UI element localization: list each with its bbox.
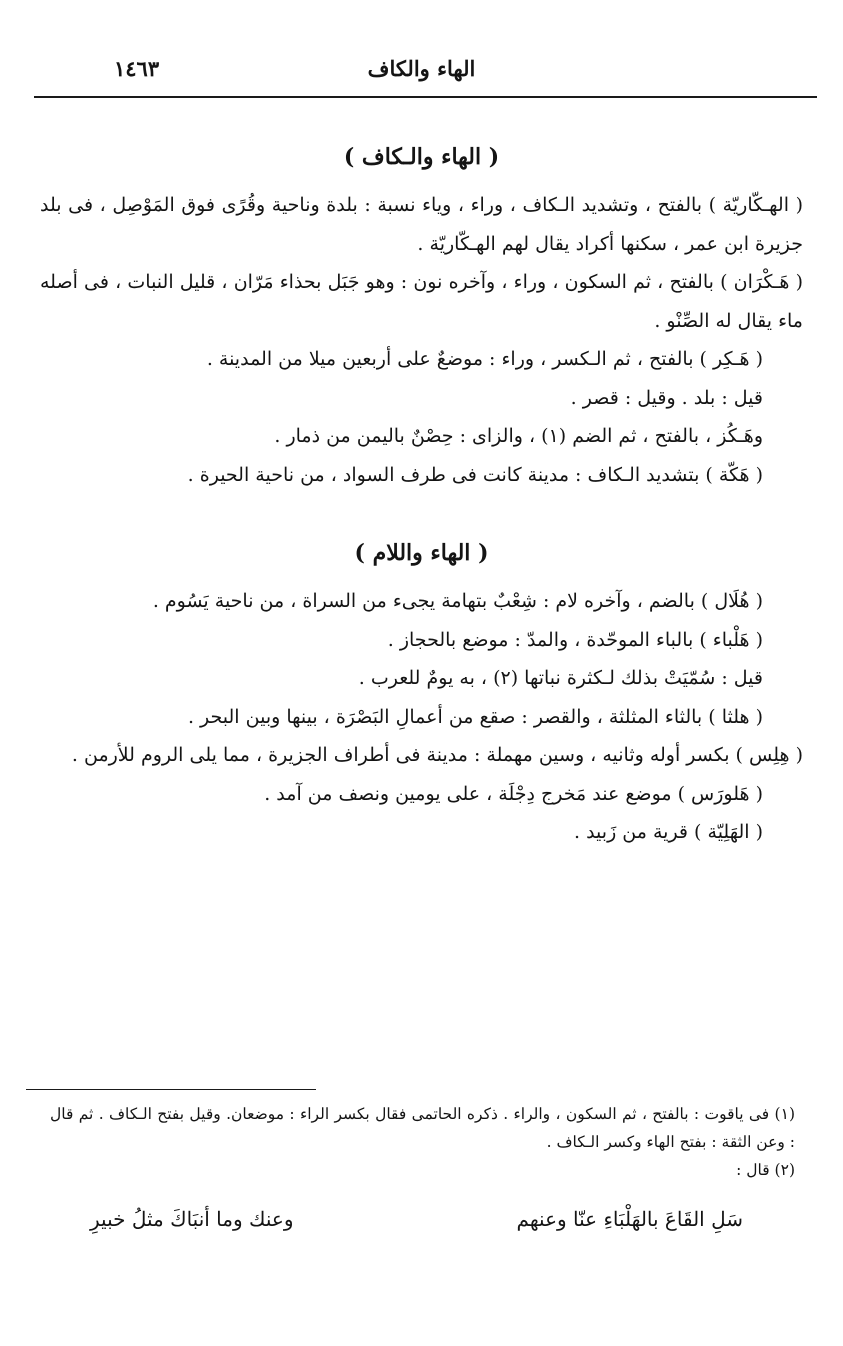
running-head-title: الهاء والكاف — [367, 56, 476, 81]
entry-hilis: ( هِلِس ) بكسر أوله وثانيه ، وسين مهملة : مدينة فى أطراف الجزيرة ، مما يلى الروم للأرمن . — [71, 744, 803, 766]
entry-hakkariyya: ( الهـكّاريّة ) بالفتح ، وتشديد الـكاف ، وراء ، وياء نسبة : بلدة وناحية وقُرًى فوق المَوْصِل ، فى بلد جزيرة ابن عمر ، سكنها أكراد يقال لهم الهـكّاريّة . — [40, 194, 803, 255]
header-rule — [34, 96, 817, 98]
entry-halatha: ( هلثا ) بالثاء المثلثة ، والقصر : صقع من أعمالِ البَصْرَة ، بينها وبين البحر . — [187, 705, 763, 728]
verse-second-hemistich: وعنك وما أنبَاكَ مثلُ خبيرِ — [90, 1207, 294, 1231]
running-head — [34, 56, 809, 94]
section-heading-ha-lam: ( الهاء واللام ) — [354, 540, 489, 566]
main-text — [40, 136, 803, 852]
entry-halba-note: قيل : سُمّيَتْ بذلك لـكثرة نباتها (٢) ، به يومٌ للعرب . — [358, 667, 763, 689]
entry-hakir-note: قيل : بلد . وقيل : قصر . — [570, 386, 763, 409]
section-heading-ha-kaf: ( الهاء والـكاف ) — [343, 144, 500, 170]
footnote-1: (١) فى ياقوت : بالفتح ، ثم السكون ، والراء . ذكره الحاتمى فقال بكسر الراء : موضعان. وقيل بفتح الـكاف . ثم قال : وعن الثقة : بفتح الهاء وكسر الـكاف . — [50, 1105, 795, 1151]
footnotes — [50, 1100, 795, 1184]
footnote-2: (٢) قال : — [736, 1161, 795, 1179]
page-number: ١٤٦٣ — [114, 56, 160, 81]
entry-halba: ( هَلْباء ) بالباء الموحّدة ، والمدّ : موضع بالحجاز . — [387, 628, 763, 651]
entry-hakir: ( هَـكِر ) بالفتح ، ثم الـكسر ، وراء : موضعٌ على أربعين ميلا من المدينة . — [206, 348, 763, 370]
entry-haliyya: ( الهَلِيّة ) قرية من زَبيد . — [574, 821, 763, 843]
entry-halawras: ( هَلورَس ) موضع عند مَخرج دِجْلَة ، على يومين ونصف من آمد . — [264, 782, 763, 805]
entry-hakuz: وهَـكُز ، بالفتح ، ثم الضم (١) ، والزاى : حِصْنٌ باليمن من ذمار . — [274, 425, 763, 447]
entry-hakran: ( هَـكْرَان ) بالفتح ، ثم السكون ، وراء ، وآخره نون : وهو جَبَل بحذاء مَرّان ، قليل النبات ، فى أصله ماء يقال له الصِّنْو . — [40, 271, 803, 332]
footnote-rule — [26, 1089, 316, 1090]
entry-hulal: ( هُلَال ) بالضم ، وآخره لام : شِعْبٌ بتهامة يجىء من السراة ، من ناحية يَسُوم . — [152, 590, 763, 612]
verse-first-hemistich: سَلِ القَاعَ بالهَلْبَاءِ عنّا وعنهم — [516, 1207, 743, 1231]
entry-hakka: ( هَكّة ) بتشديد الـكاف : مدينة كانت فى طرف السواد ، من ناحية الحيرة . — [187, 463, 763, 486]
verse-line — [90, 1207, 743, 1247]
